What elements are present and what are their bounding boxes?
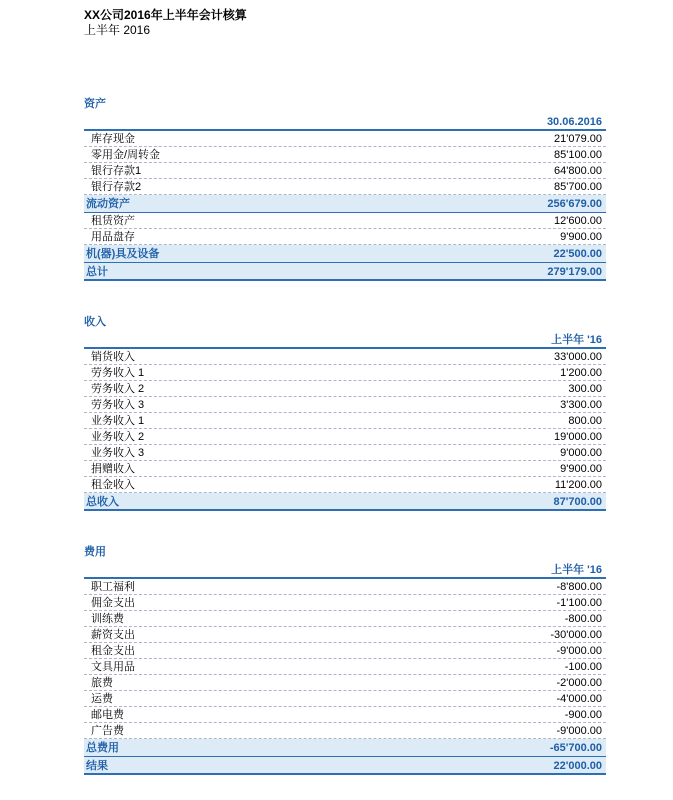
row-value: 9'900.00	[560, 463, 602, 475]
total-row	[84, 493, 606, 511]
row-label: 业务收入 1	[91, 415, 145, 427]
report-title: XX公司2016年上半年会计核算	[84, 8, 247, 22]
report-subtitle: 上半年 2016	[84, 23, 151, 37]
expenses-section	[84, 545, 606, 775]
row-label: 总收入	[86, 496, 119, 508]
table-row	[84, 365, 606, 381]
row-value: 21'079.00	[554, 133, 602, 145]
row-label: 租金支出	[91, 645, 135, 657]
row-label: 总计	[86, 266, 108, 278]
row-value: 12'600.00	[554, 215, 602, 227]
subtotal-row	[84, 245, 606, 263]
assets-section	[84, 97, 606, 281]
row-label: 训练费	[91, 613, 124, 625]
table-row	[84, 229, 606, 245]
row-label: 租赁资产	[91, 215, 135, 227]
row-label: 薪资支出	[91, 629, 135, 641]
row-value: -65'700.00	[549, 742, 602, 754]
row-label: 总费用	[86, 742, 119, 754]
table-row	[84, 131, 606, 147]
table-row	[84, 579, 606, 595]
row-value: 1'200.00	[560, 367, 602, 379]
table-row	[84, 675, 606, 691]
row-value: 33'000.00	[554, 351, 602, 363]
table-row	[84, 179, 606, 195]
table-row	[84, 659, 606, 675]
subtotal-row	[84, 195, 606, 213]
row-value: 279'179.00	[547, 266, 602, 278]
table-row	[84, 707, 606, 723]
section-title: 资产	[84, 98, 106, 110]
row-label: 捐赠收入	[91, 463, 135, 475]
table-row	[84, 147, 606, 163]
table-row	[84, 163, 606, 179]
row-label: 劳务收入 1	[91, 367, 145, 379]
row-value: -9'000.00	[556, 645, 602, 657]
income-section	[84, 315, 606, 511]
table-row	[84, 413, 606, 429]
row-label: 邮电费	[91, 709, 124, 721]
row-label: 库存现金	[91, 133, 135, 145]
row-label: 劳务收入 3	[91, 399, 145, 411]
total-row	[84, 739, 606, 757]
table-row	[84, 397, 606, 413]
table-row	[84, 723, 606, 739]
row-value: 64'800.00	[554, 165, 602, 177]
row-value: -100.00	[564, 661, 602, 673]
income-rows	[84, 349, 606, 511]
table-row	[84, 349, 606, 365]
row-value: 9'900.00	[560, 231, 602, 243]
row-label: 流动资产	[86, 198, 130, 210]
table-row	[84, 643, 606, 659]
row-label: 职工福利	[91, 581, 135, 593]
row-value: -4'000.00	[556, 693, 602, 705]
row-value: 11'200.00	[554, 479, 602, 491]
row-label: 租金收入	[91, 479, 135, 491]
assets-rows	[84, 131, 606, 281]
result-row	[84, 757, 606, 775]
table-row	[84, 627, 606, 643]
row-value: -9'000.00	[556, 725, 602, 737]
table-row	[84, 381, 606, 397]
column-header: 30.06.2016	[84, 115, 606, 131]
table-row	[84, 429, 606, 445]
row-value: 85'100.00	[554, 149, 602, 161]
row-value: -1'100.00	[556, 597, 602, 609]
row-value: 85'700.00	[554, 181, 602, 193]
column-header: 上半年 '16	[84, 333, 606, 349]
row-value: -2'000.00	[556, 677, 602, 689]
row-label: 佣金支出	[91, 597, 135, 609]
section-title: 费用	[84, 546, 106, 558]
row-label: 运费	[91, 693, 113, 705]
table-row	[84, 477, 606, 493]
table-row	[84, 445, 606, 461]
section-title: 收入	[84, 316, 106, 328]
row-value: -30'000.00	[550, 629, 602, 641]
row-label: 零用金/周转金	[91, 149, 161, 161]
table-row	[84, 461, 606, 477]
row-value: 22'500.00	[553, 248, 602, 260]
column-header: 上半年 '16	[84, 563, 606, 579]
report-header	[84, 8, 247, 38]
grand-total-row	[84, 263, 606, 281]
row-value: 256'679.00	[547, 198, 602, 210]
row-label: 文具用品	[91, 661, 135, 673]
table-row	[84, 213, 606, 229]
row-value: -8'800.00	[556, 581, 602, 593]
row-label: 业务收入 3	[91, 447, 145, 459]
row-value: 87'700.00	[553, 496, 602, 508]
row-value: 800.00	[568, 415, 602, 427]
row-label: 旅费	[91, 677, 113, 689]
row-value: 3'300.00	[560, 399, 602, 411]
row-label: 机(器)具及设备	[86, 248, 160, 260]
row-value: 22'000.00	[553, 760, 602, 772]
expenses-rows	[84, 579, 606, 775]
table-row	[84, 595, 606, 611]
row-value: -900.00	[564, 709, 602, 721]
row-label: 广告费	[91, 725, 124, 737]
row-label: 银行存款1	[91, 165, 142, 177]
row-value: -800.00	[564, 613, 602, 625]
row-label: 银行存款2	[91, 181, 142, 193]
row-label: 劳务收入 2	[91, 383, 145, 395]
row-label: 业务收入 2	[91, 431, 145, 443]
row-label: 销货收入	[91, 351, 135, 363]
table-row	[84, 691, 606, 707]
row-value: 300.00	[568, 383, 602, 395]
row-label: 用品盘存	[91, 231, 135, 243]
table-row	[84, 611, 606, 627]
row-value: 9'000.00	[560, 447, 602, 459]
row-value: 19'000.00	[554, 431, 602, 443]
row-label: 结果	[86, 760, 108, 772]
